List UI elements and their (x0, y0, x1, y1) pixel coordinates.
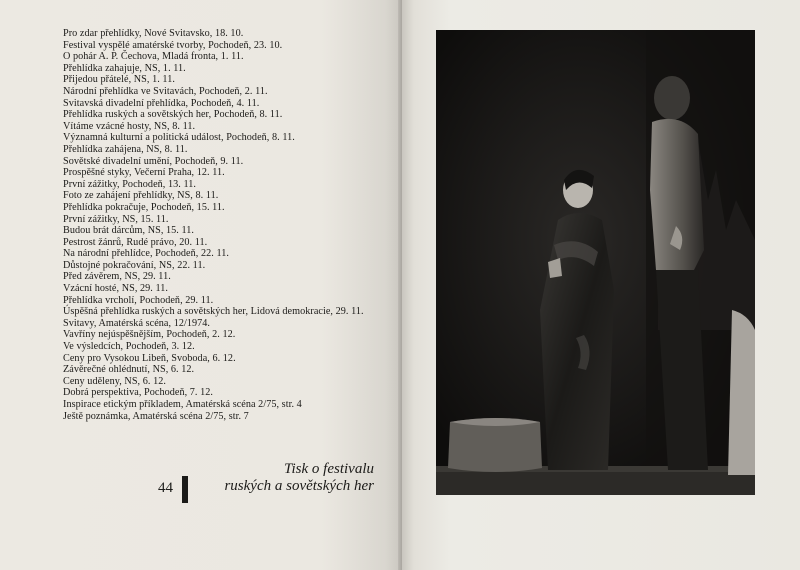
reference-item: Festival vyspělé amatérské tvorby, Pochodeň, 23. 10. (63, 39, 283, 51)
reference-item: Národní přehlídka ve Svitavách, Pochodeň, 2. 11. (63, 85, 268, 97)
reference-item: Přehlídka ruských a sovětských her, Pochodeň, 8. 11. (63, 109, 283, 121)
reference-item: Vítáme vzácné hosty, NS, 8. 11. (63, 120, 196, 132)
section-title (190, 461, 374, 495)
reference-item: Vzácní hosté, NS, 29. 11. (63, 283, 168, 295)
press-references-list (63, 28, 381, 422)
page-number: 44 (158, 480, 173, 496)
section-title-line-2: ruských a sovětských her (224, 478, 374, 494)
reference-item: První zážitky, NS, 15. 11. (63, 213, 169, 225)
reference-item: Inspirace etickým příkladem, Amatérská scéna 2/75, str. 4 (63, 399, 302, 410)
reference-item: Budou brát dárcům, NS, 15. 11. (63, 225, 194, 237)
reference-item: Vavříny nejúspěšnějším, Pochodeň, 2. 12. (63, 329, 236, 341)
theatre-photograph-image (436, 30, 755, 495)
reference-item: Sovětské divadelní umění, Pochodeň, 9. 11. (63, 155, 244, 167)
reference-item: Svitavská divadelní přehlídka, Pochodeň, 4. 11. (63, 97, 260, 109)
reference-item: Ve výsledcích, Pochodeň, 3. 12. (63, 341, 195, 353)
reference-item: Dobrá perspektiva, Pochodeň, 7. 12. (63, 387, 214, 399)
reference-item: Prospěšné styky, Večerní Praha, 12. 11. (63, 167, 225, 179)
reference-item: Na národní přehlídce, Pochodeň, 22. 11. (63, 248, 229, 260)
reference-item: Přehlídka zahajuje, NS, 1. 11. (63, 62, 186, 74)
reference-item: Ceny pro Vysokou Libeň, Svoboda, 6. 12. (63, 352, 236, 364)
reference-item: Důstojné pokračování, NS, 22. 11. (63, 259, 206, 271)
reference-item: Přehlídka zahájena, NS, 8. 11. (63, 143, 188, 155)
reference-item: Přehlídka vrcholí, Pochodeň, 29. 11. (63, 294, 214, 306)
section-title-line-1: Tisk o festivalu (284, 461, 374, 477)
reference-item: Foto ze zahájení přehlídky, NS, 8. 11. (63, 190, 219, 202)
reference-item: Závěrečné ohlédnutí, NS, 6. 12. (63, 364, 195, 376)
reference-item: Úspěšná přehlídka ruských a sovětských her, Lidová demokracie, 29. 11. (63, 306, 364, 318)
reference-item: Přehlídka pokračuje, Pochodeň, 15. 11. (63, 201, 225, 213)
reference-item: Ceny uděleny, NS, 6. 12. (63, 375, 166, 387)
reference-item: Ještě poznámka, Amatérská scéna 2/75, str. 7 (63, 410, 249, 422)
reference-item: První zážitky, Pochodeň, 13. 11. (63, 178, 196, 190)
reference-item: O pohár A. P. Čechova, Mladá fronta, 1. 11. (63, 51, 244, 63)
reference-item: Před závěrem, NS, 29. 11. (63, 271, 171, 283)
reference-item: Pro zdar přehlídky, Nové Svitavsko, 18. 10. (63, 28, 244, 39)
reference-item: Svitavy, Amatérská scéna, 12/1974. (63, 317, 211, 329)
section-marker-bar (182, 476, 188, 503)
theatre-photograph (436, 30, 755, 495)
reference-item: Pestrost žánrů, Rudé právo, 20. 11. (63, 236, 208, 248)
reference-item: Významná kulturní a politická událost, Pochodeň, 8. 11. (63, 132, 295, 144)
reference-item: Přijedou přátelé, NS, 1. 11. (63, 74, 175, 86)
